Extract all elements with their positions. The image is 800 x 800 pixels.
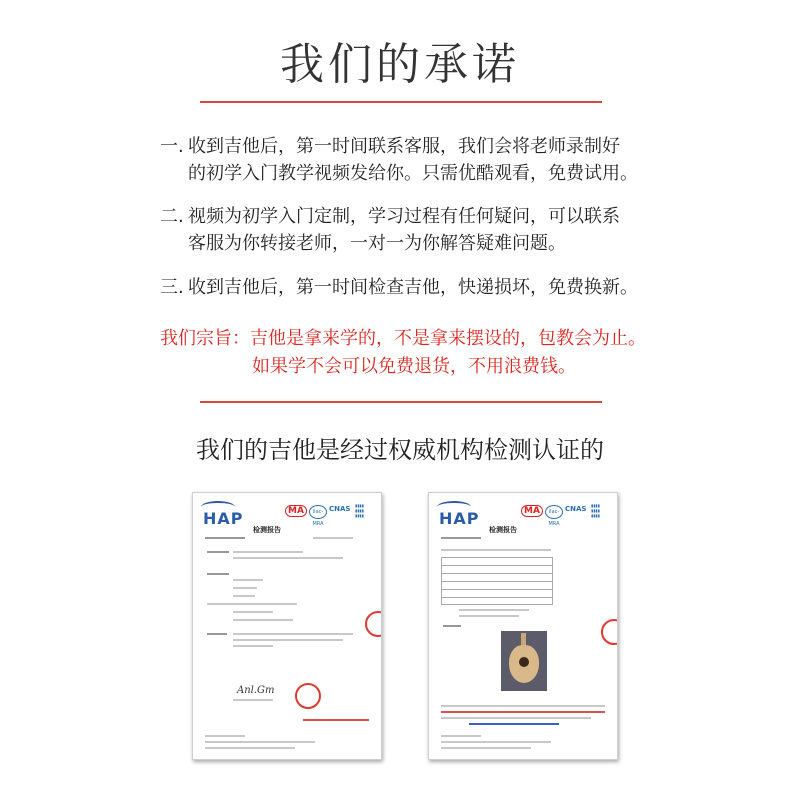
mission-line-1: 我们宗旨：吉他是拿来学的，不是拿来摆设的，包教会为止。	[160, 328, 646, 349]
red-seal-stamp	[365, 611, 382, 637]
promise-text: 收到吉他后，第一时间检查吉他，快递损坏，免费换新。	[188, 277, 638, 298]
cert-mark: ▮▮▮▮ ▮▮▮▮ ▮▮▮▮	[591, 503, 600, 518]
cma-logo: MA	[521, 505, 543, 517]
mission-divider	[200, 401, 602, 403]
ilac-logo: ilac-MRA	[309, 505, 327, 519]
promise-item-3	[160, 274, 680, 301]
mission-line-2: 如果学不会可以免费退货，不用浪费钱。	[252, 356, 576, 377]
test-report-image-1	[192, 492, 382, 760]
cnas-logo: CNAS	[565, 505, 587, 513]
promise-text: 的初学入门教学视频发给你。只需优酷观看，免费试用。	[188, 163, 638, 184]
test-report-image-2	[428, 492, 618, 760]
promise-text: 客服为你转接老师，一对一为你解答疑难问题。	[188, 233, 566, 254]
signature: Anl.Gm	[237, 685, 275, 696]
promise-number: 一.	[160, 136, 184, 157]
report-title: 检测报告	[489, 526, 517, 534]
report-title: 检测报告	[253, 526, 281, 534]
results-table	[441, 557, 553, 605]
red-seal-stamp	[601, 619, 618, 645]
promise-item-2	[160, 203, 680, 257]
promise-text: 收到吉他后，第一时间联系客服，我们会将老师录制好	[188, 136, 620, 157]
promise-number: 三.	[160, 277, 184, 298]
promise-item-1	[160, 133, 680, 187]
hap-logo: HAP	[203, 509, 244, 528]
page-title: 我们的承诺	[280, 39, 520, 90]
ilac-logo: ilac-MRA	[545, 505, 563, 519]
certification-subtitle: 我们的吉他是经过权威机构检测认证的	[196, 436, 604, 464]
title-divider	[200, 101, 602, 103]
cnas-logo: CNAS	[329, 505, 351, 513]
hap-logo: HAP	[439, 509, 480, 528]
promise-text: 视频为初学入门定制，学习过程有任何疑问，可以联系	[188, 206, 620, 227]
red-seal-stamp	[295, 683, 321, 709]
promise-number: 二.	[160, 206, 184, 227]
cert-mark: ▮▮▮▮ ▮▮▮▮ ▮▮▮▮	[355, 503, 364, 518]
mission-statement	[160, 325, 660, 381]
cma-logo: MA	[285, 505, 307, 517]
guitar-photo	[501, 631, 547, 691]
